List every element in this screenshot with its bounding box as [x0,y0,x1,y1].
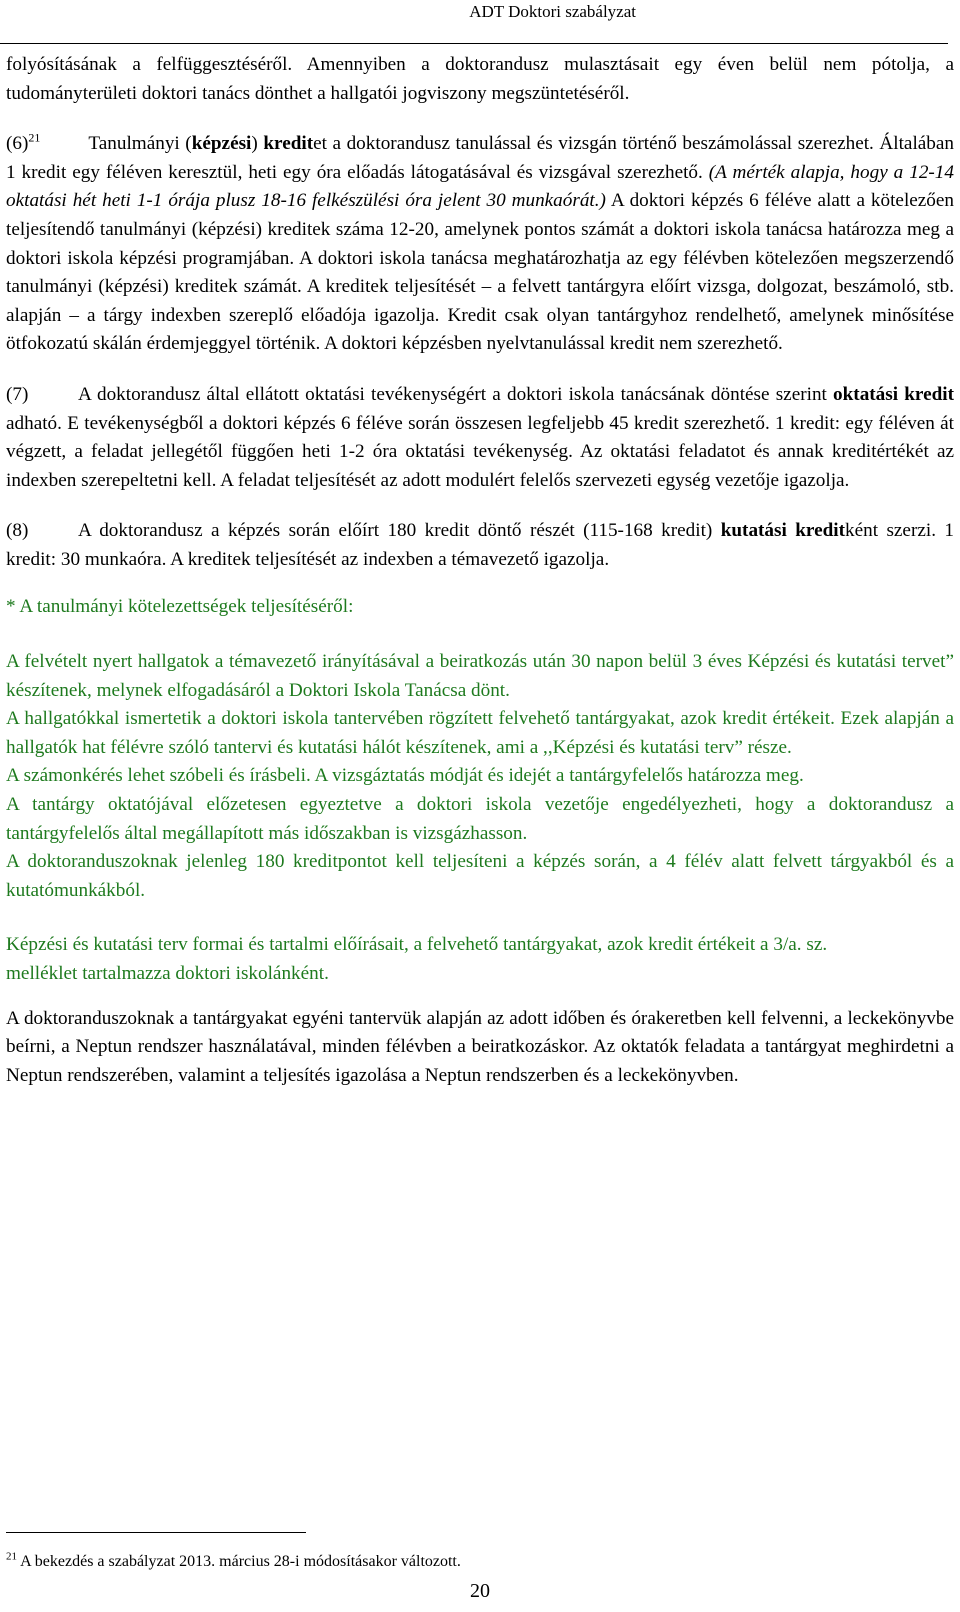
bold-term: képzési [191,133,252,155]
paragraph-number: (7) [6,383,29,405]
footnote-ref: 21 [28,130,41,145]
document-body [6,51,954,1090]
italic-note: (A mérték alapja, hogy a 12-14 oktatási hét heti 1-1 órája plusz 18-16 felkészülési óra jelent 30 munkaórát.) [6,161,954,212]
footnote-number: 21 [6,1550,17,1563]
paragraph-number: (8) [6,520,29,542]
bold-term: kredit [263,133,314,155]
footnote [6,1552,461,1572]
page-header [0,0,948,44]
paragraph-6: $(6)^{21}$ Tanulmányi (képzési) kreditet a doktorandusz tanulással és vizsgán történő beszámolással szerezhet. Általában 1 kredit egy féléven keresztül, heti egy óra előadás látogatásával és vizsgával szerezhető. (A mérték alapja, hogy a 12-14 oktatási hét heti 1-1 órája plusz 18-16 felkészülési óra jelent 30 munkaórát.) A doktori képzés 6 féléve alatt a kötelezően teljesítendő tanulmányi (képzési) kreditek száma 12-20, amelynek pontos számát a doktori iskola tanácsa határozza meg a doktori iskola képzési programjában. A doktori iskola tanácsa meghatározhatja az egy félévben kötelezően megszerzendő tanulmányi (képzési) kreditek számát. A kreditek teljesítését – a felvett tantárgyra előírt vizsga, dolgozat, beszámoló, stb. alapján – a tárgy indexben szereplő előadója igazolja. Kredit csak olyan tantárgyhoz rendelhető, amelynek minősítése ötfokozatú skálán érdemjeggyel történik. A doktori képzésben nyelvtanulással kredit nem szerezhető. [6,130,955,355]
footnote-separator [6,1532,306,1533]
green-heading: * A tanulmányi kötelezettségek teljesítéséről: [6,595,354,617]
footnote-text: A bekezdés a szabályzat 2013. március 28-i módosításakor változott. [17,1553,461,1570]
bold-term: oktatási kredit [833,383,955,405]
paragraph-8: (8) A doktorandusz a képzés során előírt 180 kredit döntő részét (115-168 kredit) kutatási kreditként szerzi. 1 kredit: 30 munkaóra. A kreditek teljesítését az indexben a témavezető igazolja. [6,517,954,574]
paragraph-final: A doktoranduszoknak a tantárgyakat egyéni tantervük alapján az adott időben és órakeretben kell felvenni, a leckekönyvbe beírni, a Neptun rendszer használatával, minden félévben a beiratkozáskor. Az oktatók feladata a tantárgyat meghirdetni a Neptun rendszerében, valamint a teljesítés igazolása a Neptun rendszerben és a leckekönyvben. [6,1007,954,1086]
header-title: ADT Doktori szabályzat [469,2,636,21]
paragraph-number: $(6)^{21}$ [6,130,41,155]
green-paragraph: A hallgatókkal ismertetik a doktori iskola tantervében rögzített felvehető tantárgyakat, azok kredit értékeit. Ezek alapján a hallgatók hat félévre szóló tantervi és kutatási hálót készítenek, ami a ,,Képzési és kutatási terv” része. [6,708,954,758]
green-paragraph: A doktoranduszoknak jelenleg 180 kreditpontot kell teljesíteni a képzés során, a 4 félév alatt felvett tárgyakból és a kutatómunkákból. [6,851,954,901]
green-paragraph: A tantárgy oktatójával előzetesen egyeztetve a doktori iskola vezetője engedélyezheti, hogy a doktorandusz a tantárgyfelelős által megállapított más időszakban is vizsgázhasson. [6,794,954,844]
page-number: 20 [470,1580,490,1602]
paragraph-7: (7) A doktorandusz által ellátott oktatási tevékenységért a doktori iskola tanácsának döntése szerint oktatási kredit adható. E tevékenységből a doktori képzés 6 féléve során összesen legfeljebb 45 kredit szerezhető. 1 kredit: egy féléven át végzett, a feladat jellegétől függően heti 1-2 óra oktatási tevékenység. Az oktatási feladatot és annak kreditértékét az indexben szerepeltetni kell. A feladat teljesítését az adott modulért felelős szervezeti egység vezetője igazolja. [6,381,954,495]
green-paragraph: A számonkérés lehet szóbeli és írásbeli. A vizsgáztatás módját és idejét a tantárgyfelelős határozza meg. [6,765,804,787]
paragraph-continuation: folyósításának a felfüggesztéséről. Amennyiben a doktorandusz mulasztásait egy éven belül nem pótolja, a tudományterületi doktori tanács dönthet a hallgatói jogviszony megszüntetéséről. [6,54,954,104]
green-paragraph: Képzési és kutatási terv formai és tartalmi előírásait, a felvehető tantárgyakat, azok kredit értékeit a 3/a. sz. melléklet tartalmazza doktori iskolánként. [6,934,828,985]
green-paragraph: A felvételt nyert hallgatok a témavezető irányításával a beiratkozás után 30 napon belül 3 éves Képzési és kutatási tervet” készítenek, melynek elfogadásáról a Doktori Iskola Tanácsa dönt. [6,651,954,701]
bold-term: kutatási kredit [720,520,845,542]
